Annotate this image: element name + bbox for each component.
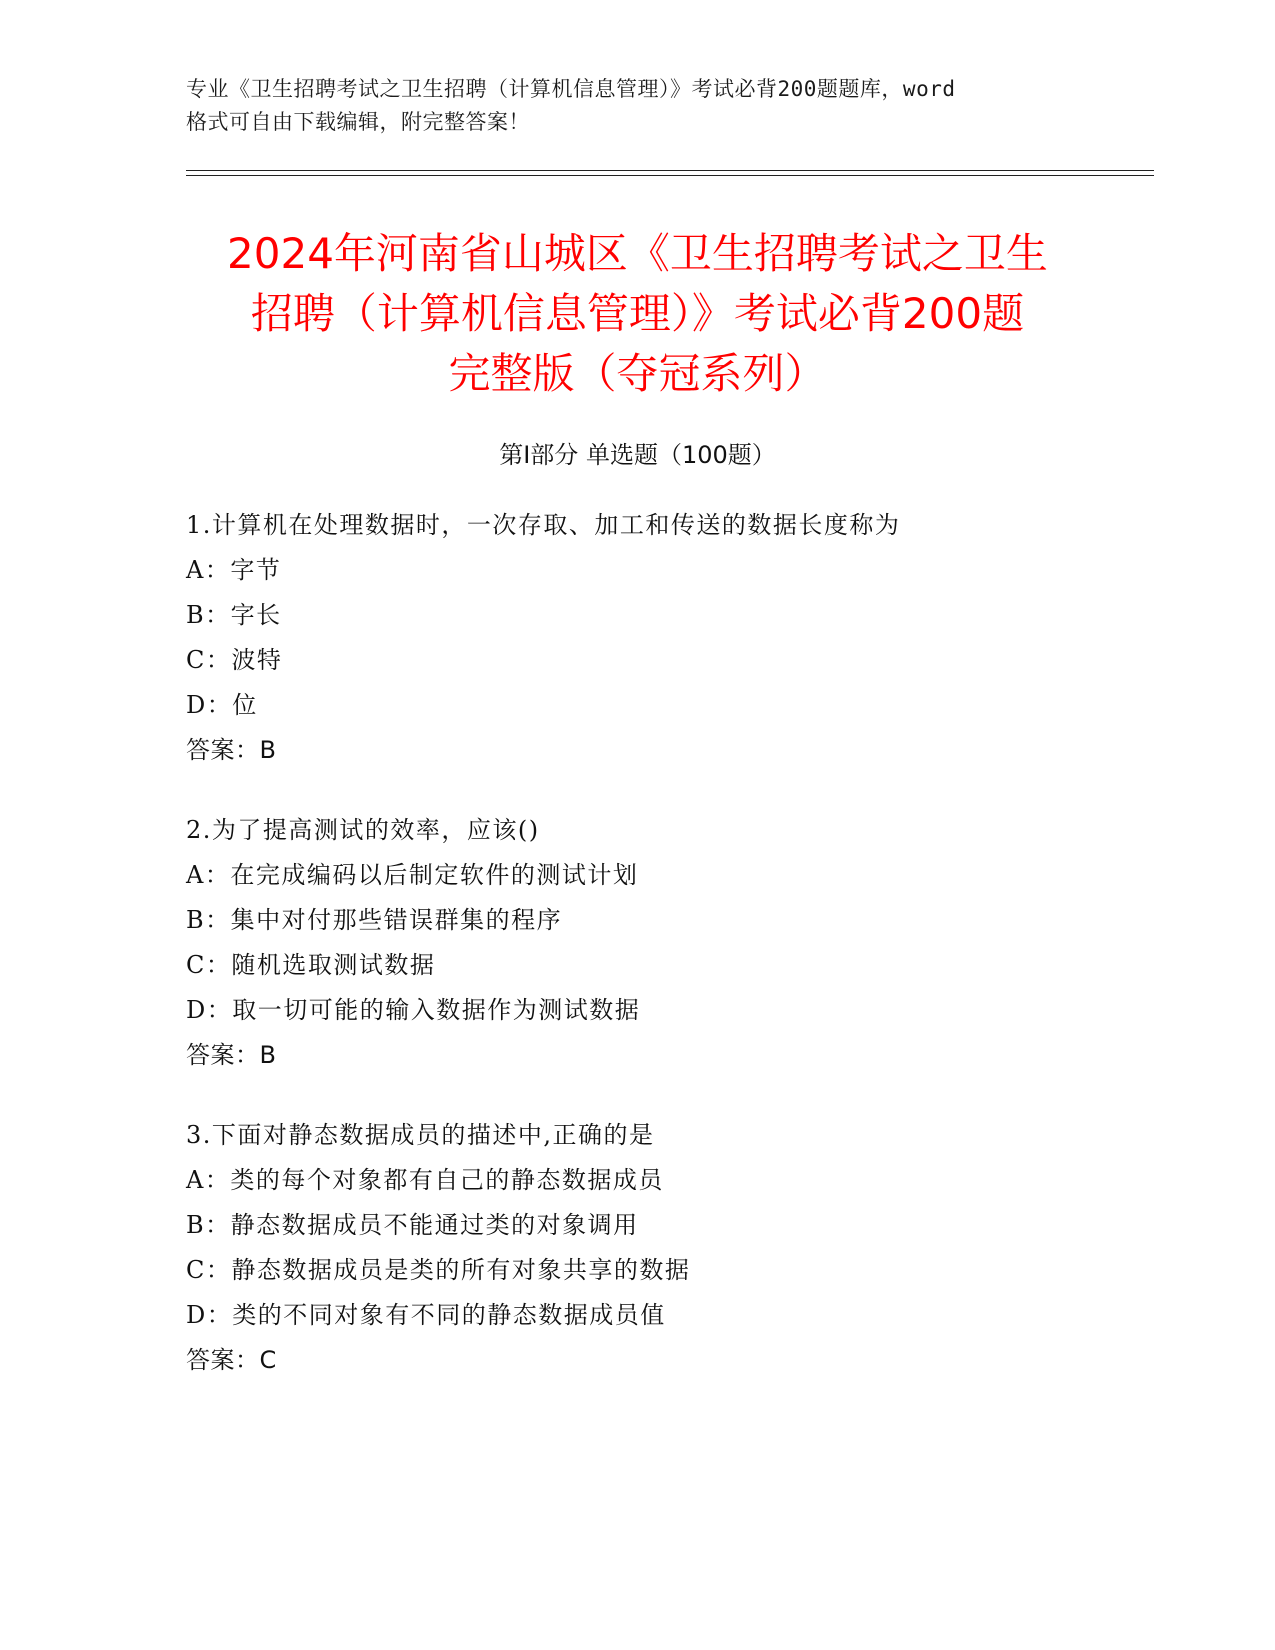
option-d: D：位: [186, 691, 258, 719]
header-note-line-1: 专业《卫生招聘考试之卫生招聘（计算机信息管理）》考试必背200题题库，word: [186, 77, 956, 101]
header-note-line-2: 格式可自由下载编辑，附完整答案！: [186, 110, 530, 134]
option-c: C：随机选取测试数据: [186, 951, 436, 979]
question-stem: 2.为了提高测试的效率，应该(): [186, 816, 540, 844]
option-b: B：字长: [186, 601, 282, 629]
option-a: A：在完成编码以后制定软件的测试计划: [186, 861, 639, 889]
title-line-3: 完整版（夺冠系列）: [448, 349, 827, 398]
question-stem: 1.计算机在处理数据时，一次存取、加工和传送的数据长度称为: [186, 511, 901, 539]
header-note: [186, 73, 1086, 139]
document-title: [150, 224, 1125, 404]
answer: 答案：B: [186, 1041, 277, 1069]
option-a: A：类的每个对象都有自己的静态数据成员: [186, 1166, 664, 1194]
question-2: [186, 808, 1146, 1078]
title-line-2: 招聘（计算机信息管理）》考试必背200题: [250, 289, 1025, 338]
header-rule-top: [186, 170, 1154, 171]
option-d: D：取一切可能的输入数据作为测试数据: [186, 996, 641, 1024]
option-c: C：波特: [186, 646, 283, 674]
answer: 答案：B: [186, 736, 277, 764]
header-rule-bottom: [186, 175, 1154, 176]
question-1: [186, 503, 1146, 773]
option-b: B：集中对付那些错误群集的程序: [186, 906, 563, 934]
section-title: 第Ⅰ部分 单选题（100题）: [499, 441, 776, 469]
question-3: [186, 1113, 1146, 1383]
option-d: D：类的不同对象有不同的静态数据成员值: [186, 1301, 666, 1329]
title-line-1: 2024年河南省山城区《卫生招聘考试之卫生: [227, 229, 1048, 278]
option-b: B：静态数据成员不能通过类的对象调用: [186, 1211, 639, 1239]
question-stem: 3.下面对静态数据成员的描述中,正确的是: [186, 1121, 655, 1149]
answer: 答案：C: [186, 1346, 277, 1374]
option-a: A：字节: [186, 556, 282, 584]
option-c: C：静态数据成员是类的所有对象共享的数据: [186, 1256, 691, 1284]
